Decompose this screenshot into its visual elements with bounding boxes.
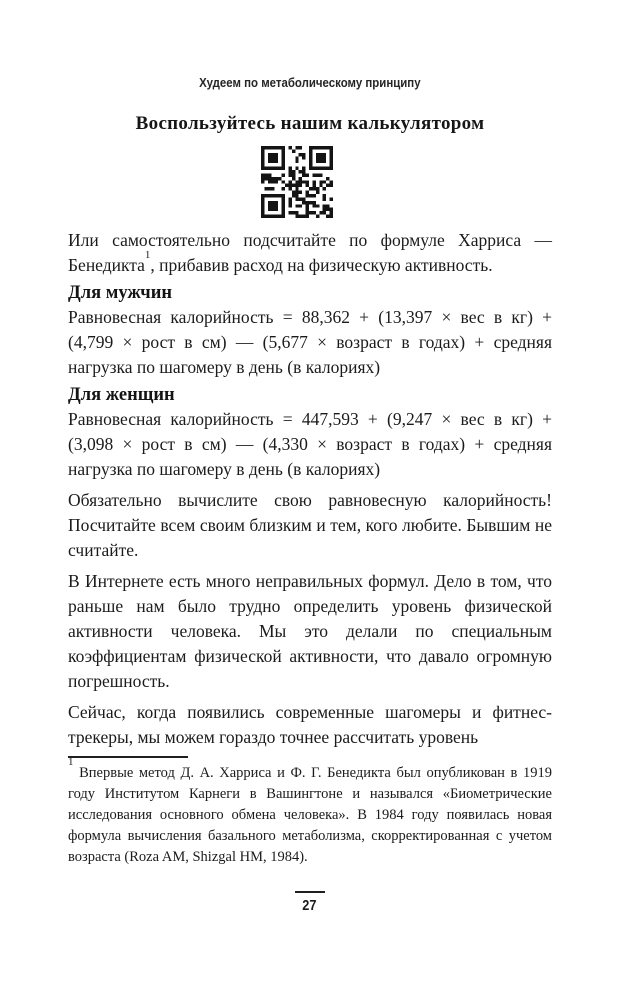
paragraph-calculate: Обязательно вычислите свою равновесную калорийность! Посчитайте всем своим близким и тем, кого любите. Бывшим не считайте. [68,490,552,560]
footnote [68,756,552,868]
women-formula: Равновесная калорийность = 447,593 + (9,247 × вес в кг) + (3,098 × рост в см) — (4,330 × возраст в годах) + средняя нагрузка по шагомеру в день (в калориях) [68,409,552,479]
footnote-separator [68,756,188,758]
men-formula: Равновесная калорийность = 88,362 + (13,397 × вес в кг) + (4,799 × рост в см) — (5,677 × возраст в годах) + средняя нагрузка по шагомеру в день (в калориях) [68,307,552,377]
page-number: 27 [302,897,317,914]
qr-code-image [261,146,333,218]
footnote-text: Впервые метод Д. А. Харриса и Ф. Г. Бенедикта был опубликован в 1919 году Институтом Карнеги в Вашингтоне и назывался «Биометрические исследования основного обмена человека». В 1984 году появилась новая формула вычисления базального метаболизма, скорректированная с учетом возраста (Roza AM, Shizgal HM, 1984). [68,765,552,865]
qr-code [261,146,333,218]
page-number-rule [295,891,325,893]
paragraph-internet-formulas: В Интернете есть много неправильных формул. Дело в том, что раньше нам было трудно определить уровень физической активности человека. Мы это делали по специальным коэффициентам физической активности, что давало огромную погрешность. [68,571,552,691]
intro-text-after: , прибавив расход на физическую активность. [150,255,493,275]
paragraph-trackers: Сейчас, когда появились современные шагомеры и фитнес-трекеры, мы можем гораздо точнее рассчитать уровень [68,702,552,747]
running-head-text: Худеем по метаболическому принципу [199,75,421,90]
men-heading: Для мужчин [68,283,173,303]
section-heading: Воспользуйтесь нашим калькулятором [135,113,485,134]
women-heading: Для женщин [68,385,175,405]
intro-paragraph [68,228,552,278]
intro-text-before: Или самостоятельно подсчитайте по формуле Харриса — Бенедикта [68,230,552,275]
footnote-marker: 1 [68,756,74,769]
footnote-reference: 1 [144,249,151,262]
running-head [68,76,552,90]
page-footer [0,891,619,915]
